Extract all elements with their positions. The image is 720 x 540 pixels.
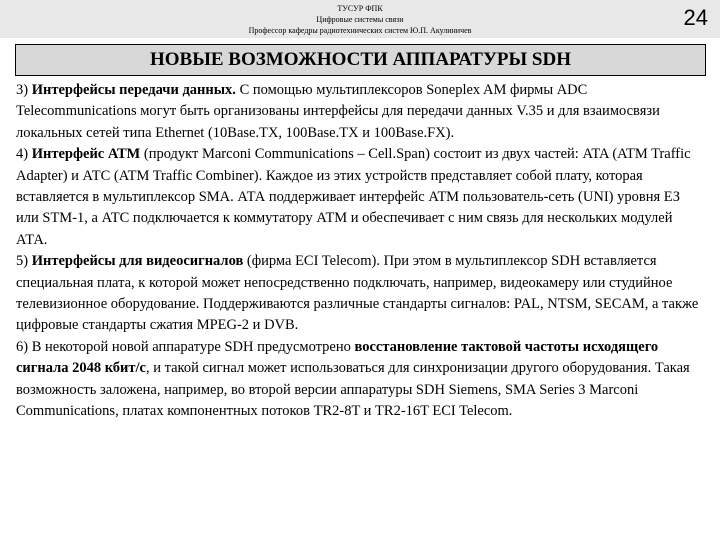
slide-header — [0, 0, 720, 38]
title-box — [15, 44, 706, 76]
header-text-block — [180, 3, 540, 36]
section-4-text: (продукт Marconi Communications – Cell.Span) состоит из двух частей: ATA (ATM Traffic Adapter) и АТС (ATM Traffic Combiner). Каждое из этих устройств представляет собой плату, которая вставляется в мультиплексор SMA. АТА поддерживает интерфейс АТМ пользователь-сеть (UNI) уровня ЕЗ или STM-1, а АТС подключается к коммутатору АТМ и обеспечивает с ним связь для нескольких модулей АТА. — [16, 146, 691, 248]
header-organization: ТУСУР ФПК — [337, 4, 383, 13]
section-6-heading: восстановление тактовой частоты исходящего сигнала 2048 кбит/с — [16, 338, 659, 377]
section-atm-interface — [16, 144, 706, 251]
section-6-text: , и такой сигнал может использоваться для синхронизации другого оборудования. Такая возможность заложена, например, во второй версии аппаратуры SDH Siemens, SMA Series 3 Marconi Communications, платах компонентных потоков TR2-8T и TR2-16T ECI Telecom. — [16, 360, 690, 420]
section-clock-recovery — [16, 337, 706, 423]
section-5-lead: 5) — [16, 253, 32, 270]
section-data-interfaces — [16, 80, 706, 144]
page-title: НОВЫЕ ВОЗМОЖНОСТИ АППАРАТУРЫ SDH — [150, 49, 571, 70]
header-author: Профессор кафедры радиотехнических систем Ю.П. Акулиничев — [248, 26, 472, 35]
header-course: Цифровые системы связи — [316, 15, 404, 24]
section-5-text: (фирма ECI Telecom). При этом в мультиплексор SDH вставляется специальная плата, к которой может непосредственно подключать, например, видеокамеру или студийное телевизионное оборудование. Поддерживаются различные стандарты сигналов: PAL, NTSM, SECAM, а также цифровые стандарты сжатия MPEG-2 и DVB. — [16, 253, 699, 334]
section-3-text: С помощью мультиплексоров Soneplex AM фирмы ADC Telecommunications могут быть организованы интерфейсы для передачи данных V.35 и для взаимосвязи локальных сетей типа Ethernet (10Base.TX, 100Base.TX и 100Base.FX). — [16, 82, 660, 141]
section-6-lead: 6) В некоторой новой аппаратуре SDH предусмотрено — [16, 338, 355, 355]
section-3-lead: 3) — [16, 82, 32, 98]
section-5-heading: Интерфейсы для видеосигналов — [31, 253, 244, 270]
slide-content — [16, 80, 706, 423]
section-video-interfaces — [16, 251, 706, 337]
section-3-heading: Интерфейсы передачи данных. — [31, 82, 236, 98]
slide-number: 24 — [683, 5, 708, 30]
section-4-lead: 4) — [16, 146, 32, 163]
section-4-heading: Интерфейс АТМ — [31, 146, 141, 163]
